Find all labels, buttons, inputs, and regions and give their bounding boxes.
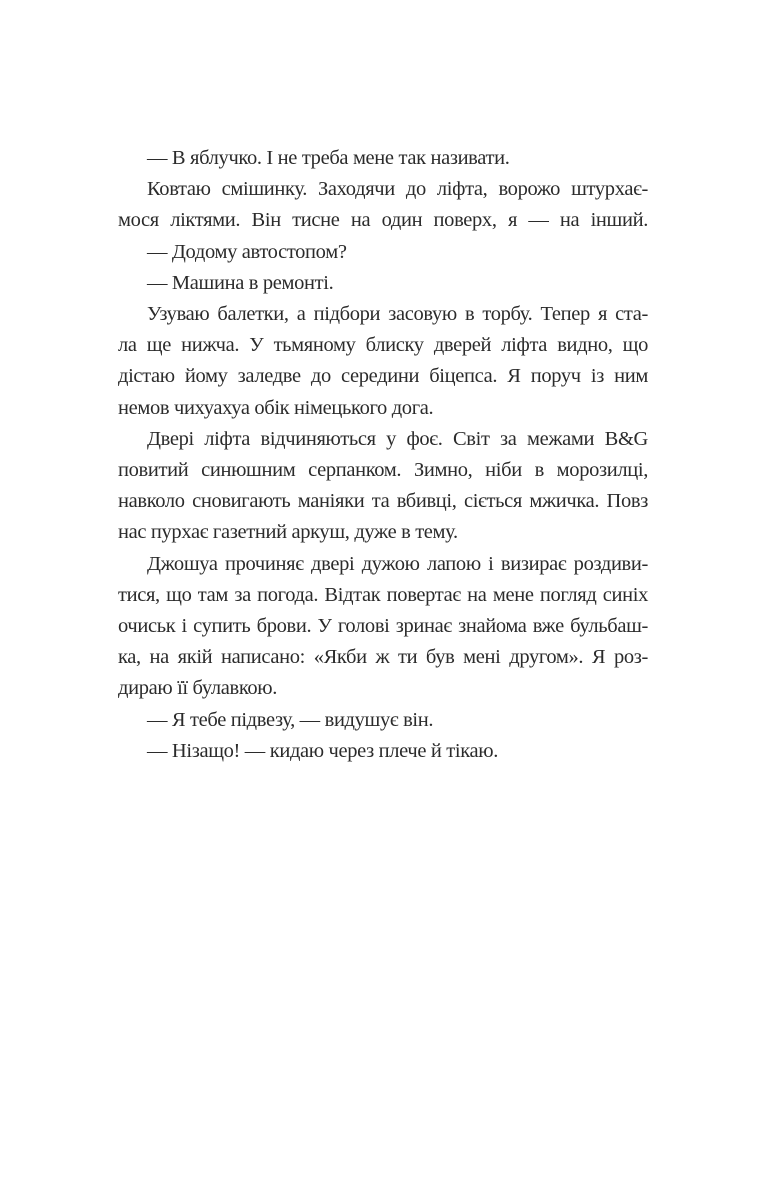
text-line: — Додому автостопом?	[147, 240, 347, 263]
paragraph	[118, 237, 648, 268]
text-line: дираю її булавкою.	[118, 677, 278, 700]
text-line: мося ліктями. Він тисне на один поверх, я — на інший.	[118, 209, 648, 232]
text-line: очиськ і супить брови. У голові зринає знайома вже бульбаш-	[118, 615, 648, 638]
paragraph	[118, 736, 648, 767]
text-line: повитий синюшним серпанком. Зимно, ніби в морозилці,	[118, 459, 648, 482]
body-text	[118, 143, 648, 767]
text-line: дістаю йому заледве до середини біцепса. Я поруч із ним	[118, 365, 648, 388]
text-line: тися, що там за погода. Відтак повертає на мене погляд синіх	[118, 583, 648, 606]
text-line: ка, на якій написано: «Якби ж ти був мені другом». Я роз-	[118, 646, 648, 669]
paragraph	[118, 299, 648, 424]
text-line: Ковтаю смішинку. Заходячи до ліфта, ворожо штурхає-	[147, 178, 648, 201]
paragraph	[118, 143, 648, 174]
paragraph	[118, 549, 648, 705]
text-line: ла ще нижча. У тьмяному блиску дверей ліфта видно, що	[118, 334, 648, 357]
paragraph	[118, 174, 648, 236]
paragraph	[118, 705, 648, 736]
text-line: — Я тебе підвезу, — видушує він.	[147, 708, 434, 731]
text-line: Узуваю балетки, а підбори засовую в торбу. Тепер я ста-	[147, 303, 648, 326]
text-line: — Машина в ремонті.	[147, 271, 334, 294]
text-line: Джошуа прочиняє двері дужою лапою і визирає роздиви-	[147, 552, 648, 575]
text-line: — Нізащо! — кидаю через плече й тікаю.	[147, 739, 499, 762]
text-line: Двері ліфта відчиняються у фоє. Світ за межами B&G	[147, 427, 648, 450]
paragraph	[118, 424, 648, 549]
text-line: — В яблучко. І не треба мене так називати.	[147, 147, 510, 169]
text-line: навколо сновигають маніяки та вбивці, сіється мжичка. Повз	[118, 490, 648, 513]
text-line: нас пурхає газетний аркуш, дуже в тему.	[118, 521, 458, 544]
paragraph	[118, 268, 648, 299]
text-line: немов чихуахуа обік німецького дога.	[118, 396, 434, 419]
